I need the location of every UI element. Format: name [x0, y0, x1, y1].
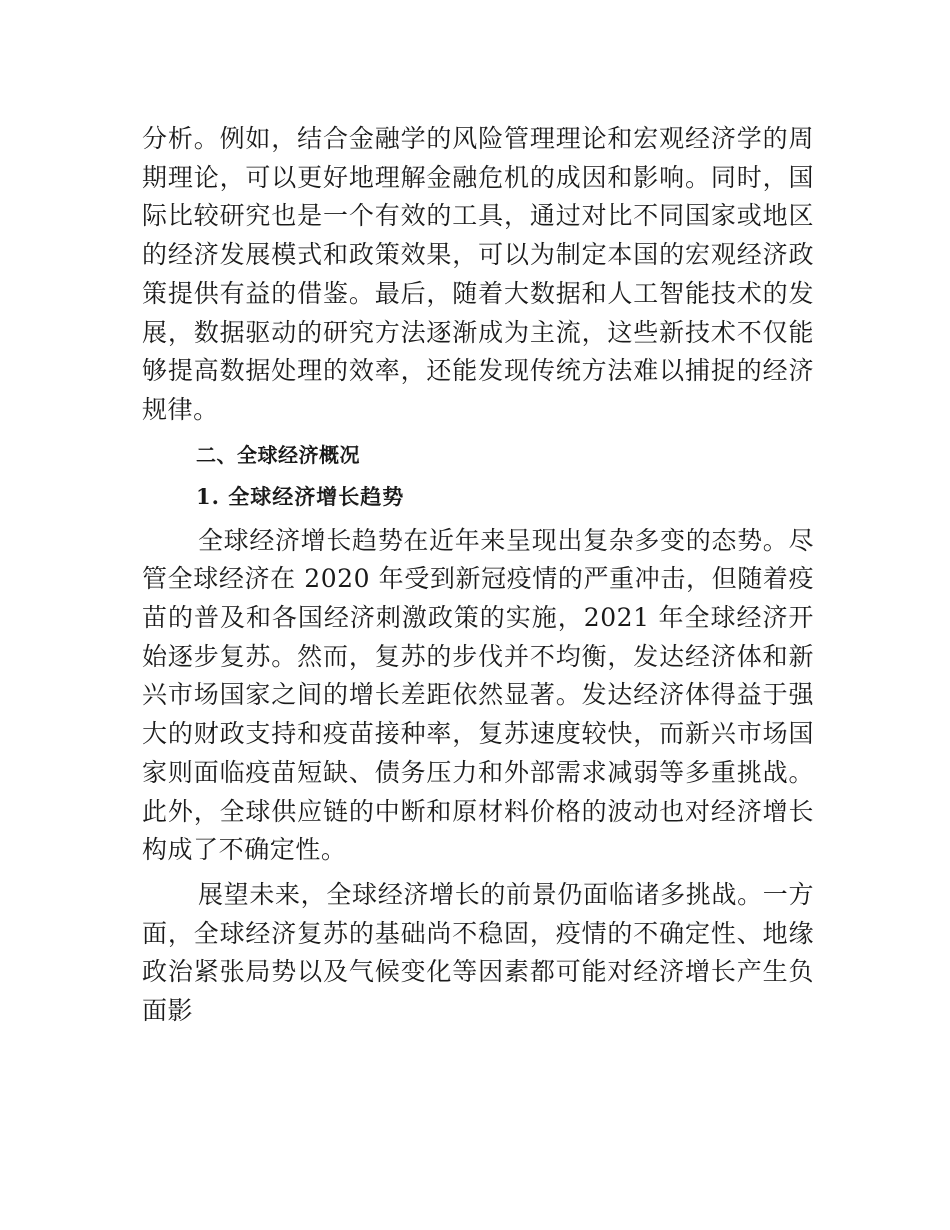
body-paragraph: 全球经济增长趋势在近年来呈现出复杂多变的态势。尽管全球经济在 2020 年受到新冠疫情的严重冲击，但随着疫苗的普及和各国经济刺激政策的实施，2021 年全球经济开始逐步复苏。然而，复苏的步伐并不均衡，发达经济体和新兴市场国家之间的增长差距依然显著。发达经济体得益于强大的财政支持和疫苗接种率，复苏速度较快，而新兴市场国家则面临疫苗短缺、债务压力和外部需求减弱等多重挑战。此外，全球供应链的中断和原材料价格的波动也对经济增长构成了不确定性。 — [142, 525, 814, 865]
subsection-heading: 1. 全球经济增长趋势 — [196, 483, 405, 509]
body-paragraph: 分析。例如，结合金融学的风险管理理论和宏观经济学的周期理论，可以更好地理解金融危机的成因和影响。同时，国际比较研究也是一个有效的工具，通过对比不同国家或地区的经济发展模式和政策效果，可以为制定本国的宏观经济政策提供有益的借鉴。最后，随着大数据和人工智能技术的发展，数据驱动的研究方法逐渐成为主流，这些新技术不仅能够提高数据处理的效率，还能发现传统方法难以捕捉的经济规律。 — [142, 124, 814, 424]
document-body — [142, 120, 814, 1031]
section-heading: 二、全球经济概况 — [196, 442, 360, 467]
body-paragraph: 展望未来，全球经济增长的前景仍面临诸多挑战。一方面，全球经济复苏的基础尚不稳固，疫情的不确定性、地缘政治紧张局势以及气候变化等因素都可能对经济增长产生负面影 — [142, 879, 814, 1026]
